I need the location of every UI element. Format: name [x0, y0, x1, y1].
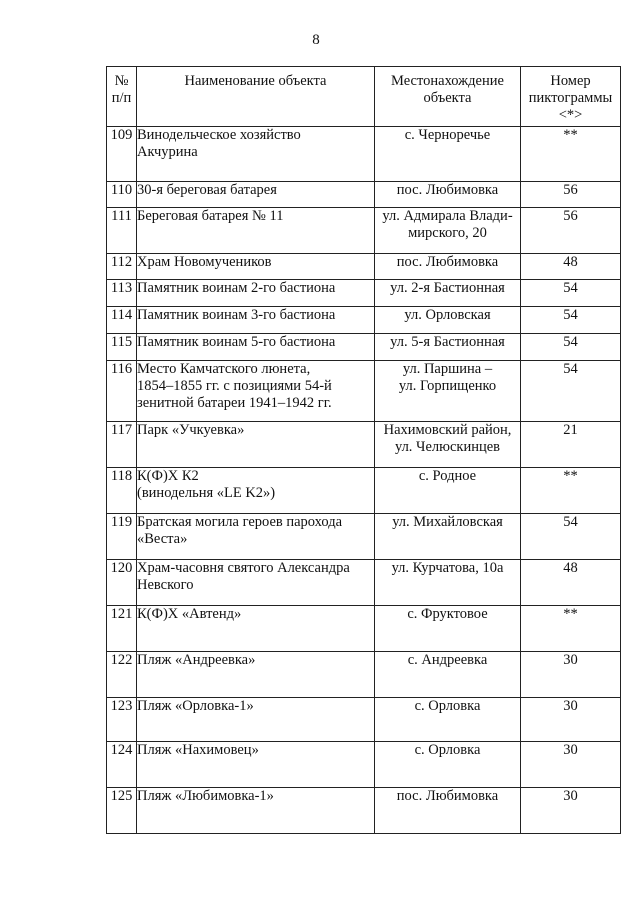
- table-row: [107, 307, 621, 334]
- header-name: Наименование объекта: [137, 67, 375, 127]
- object-location-line: ул. Орловская: [404, 307, 491, 323]
- object-name-line: Пляж «Андреевка»: [137, 652, 256, 668]
- row-number: 123: [107, 698, 137, 742]
- object-location: [375, 127, 521, 182]
- object-name: [137, 514, 375, 560]
- object-location: [375, 307, 521, 334]
- object-name-line: зенитной батареи 1941–1942 гг.: [137, 395, 332, 411]
- object-location-line: ул. Паршина –: [402, 361, 493, 377]
- page-number: 8: [312, 32, 320, 48]
- object-name-line: Парк «Учкуевка»: [137, 422, 245, 438]
- pictogram-number: 54: [521, 514, 621, 560]
- object-name-line: К(Ф)Х К2: [137, 468, 199, 484]
- object-location-line: с. Орловка: [414, 742, 481, 758]
- table-row: [107, 698, 621, 742]
- pictogram-number: **: [521, 468, 621, 514]
- object-name: [137, 422, 375, 468]
- object-location: [375, 254, 521, 280]
- row-number: 122: [107, 652, 137, 698]
- table-row: [107, 182, 621, 208]
- object-name-line: (винодельня «LE K2»): [137, 485, 276, 501]
- pictogram-number: **: [521, 127, 621, 182]
- table-row: [107, 127, 621, 182]
- object-location: [375, 788, 521, 834]
- table-row: [107, 280, 621, 307]
- object-name: [137, 361, 375, 422]
- object-location-line: с. Орловка: [414, 698, 481, 714]
- object-name: [137, 606, 375, 652]
- object-location-line: ул. Челюскинцев: [394, 439, 501, 455]
- object-name: [137, 334, 375, 361]
- object-location-line: ул. Горпищенко: [398, 378, 497, 394]
- pictogram-number: 54: [521, 280, 621, 307]
- row-number: 115: [107, 334, 137, 361]
- object-name-line: Береговая батарея № 11: [137, 208, 284, 224]
- header-location: Местонахождение объекта: [375, 67, 521, 127]
- object-location-line: ул. 5-я Бастионная: [390, 334, 505, 350]
- row-number: 112: [107, 254, 137, 280]
- object-name-line: Винодельческое хозяйство: [137, 127, 301, 143]
- pictogram-number: 56: [521, 182, 621, 208]
- object-location: [375, 280, 521, 307]
- object-location: [375, 182, 521, 208]
- object-name-line: Храм-часовня святого Александра: [137, 560, 350, 576]
- object-name: [137, 254, 375, 280]
- object-location: [375, 514, 521, 560]
- object-location-line: ул. 2-я Бастионная: [390, 280, 505, 296]
- table-row: [107, 652, 621, 698]
- object-location-line: с. Фруктовое: [407, 606, 488, 622]
- object-name-line: Место Камчатского люнета,: [137, 361, 311, 377]
- table-header-row: [107, 67, 621, 127]
- object-name: [137, 307, 375, 334]
- table-row: [107, 560, 621, 606]
- object-name-line: К(Ф)Х «Автенд»: [137, 606, 242, 622]
- object-location: [375, 606, 521, 652]
- object-name-line: Пляж «Орловка-1»: [137, 698, 254, 714]
- pictogram-number: 56: [521, 208, 621, 254]
- object-location-line: ул. Михайловская: [392, 514, 503, 530]
- pictogram-number: 54: [521, 307, 621, 334]
- pictogram-number: 30: [521, 788, 621, 834]
- row-number: 110: [107, 182, 137, 208]
- object-location-line: с. Андреевка: [407, 652, 488, 668]
- object-location: [375, 361, 521, 422]
- row-number: 124: [107, 742, 137, 788]
- table-row: [107, 788, 621, 834]
- object-name-line: Невского: [137, 577, 194, 593]
- object-location-line: ул. Курчатова, 10а: [391, 560, 504, 576]
- object-location: [375, 742, 521, 788]
- object-name: [137, 652, 375, 698]
- pictogram-number: 48: [521, 254, 621, 280]
- objects-table: [106, 66, 621, 834]
- object-location-line: ул. Адмирала Влади-: [382, 208, 513, 224]
- row-number: 121: [107, 606, 137, 652]
- pictogram-number: 54: [521, 334, 621, 361]
- object-name: [137, 698, 375, 742]
- row-number: 119: [107, 514, 137, 560]
- row-number: 116: [107, 361, 137, 422]
- object-name: [137, 182, 375, 208]
- row-number: 120: [107, 560, 137, 606]
- object-location: [375, 652, 521, 698]
- object-location: [375, 698, 521, 742]
- table-row: [107, 254, 621, 280]
- object-name: [137, 742, 375, 788]
- pictogram-number: 54: [521, 361, 621, 422]
- table-row: [107, 606, 621, 652]
- object-name: [137, 560, 375, 606]
- object-location: [375, 334, 521, 361]
- object-name-line: 30-я береговая батарея: [137, 182, 277, 198]
- pictogram-number: 48: [521, 560, 621, 606]
- object-location-line: с. Черноречье: [404, 127, 491, 143]
- object-name: [137, 280, 375, 307]
- object-location: [375, 560, 521, 606]
- object-location-line: Нахимовский район,: [383, 422, 512, 438]
- row-number: 125: [107, 788, 137, 834]
- object-location-line: пос. Любимовка: [396, 254, 499, 270]
- object-name: [137, 788, 375, 834]
- object-name-line: Памятник воинам 2-го бастиона: [137, 280, 336, 296]
- row-number: 111: [107, 208, 137, 254]
- object-name-line: Акчурина: [137, 144, 198, 160]
- row-number: 117: [107, 422, 137, 468]
- object-name-line: Храм Новомучеников: [137, 254, 272, 270]
- table-row: [107, 208, 621, 254]
- table-row: [107, 361, 621, 422]
- object-name-line: 1854–1855 гг. с позициями 54-й: [137, 378, 332, 394]
- row-number: 113: [107, 280, 137, 307]
- object-name-line: Пляж «Любимовка-1»: [137, 788, 274, 804]
- table-row: [107, 514, 621, 560]
- pictogram-number: **: [521, 606, 621, 652]
- table-row: [107, 334, 621, 361]
- header-num: № п/п: [107, 67, 137, 127]
- header-pictogram: Номер пиктограммы <*>: [521, 67, 621, 127]
- object-location-line: пос. Любимовка: [396, 788, 499, 804]
- object-location: [375, 422, 521, 468]
- object-name: [137, 208, 375, 254]
- object-name-line: Памятник воинам 3-го бастиона: [137, 307, 336, 323]
- object-name-line: Пляж «Нахимовец»: [137, 742, 259, 758]
- object-location-line: мирского, 20: [408, 225, 487, 241]
- object-name-line: Памятник воинам 5-го бастиона: [137, 334, 336, 350]
- pictogram-number: 21: [521, 422, 621, 468]
- object-location: [375, 468, 521, 514]
- row-number: 109: [107, 127, 137, 182]
- row-number: 114: [107, 307, 137, 334]
- object-name: [137, 468, 375, 514]
- pictogram-number: 30: [521, 698, 621, 742]
- row-number: 118: [107, 468, 137, 514]
- object-location-line: пос. Любимовка: [396, 182, 499, 198]
- table-row: [107, 468, 621, 514]
- object-location-line: с. Родное: [418, 468, 477, 484]
- object-name-line: «Веста»: [137, 531, 188, 547]
- table-row: [107, 742, 621, 788]
- pictogram-number: 30: [521, 742, 621, 788]
- object-name: [137, 127, 375, 182]
- table-body: [107, 127, 621, 834]
- table-row: [107, 422, 621, 468]
- object-name-line: Братская могила героев парохода: [137, 514, 343, 530]
- pictogram-number: 30: [521, 652, 621, 698]
- object-location: [375, 208, 521, 254]
